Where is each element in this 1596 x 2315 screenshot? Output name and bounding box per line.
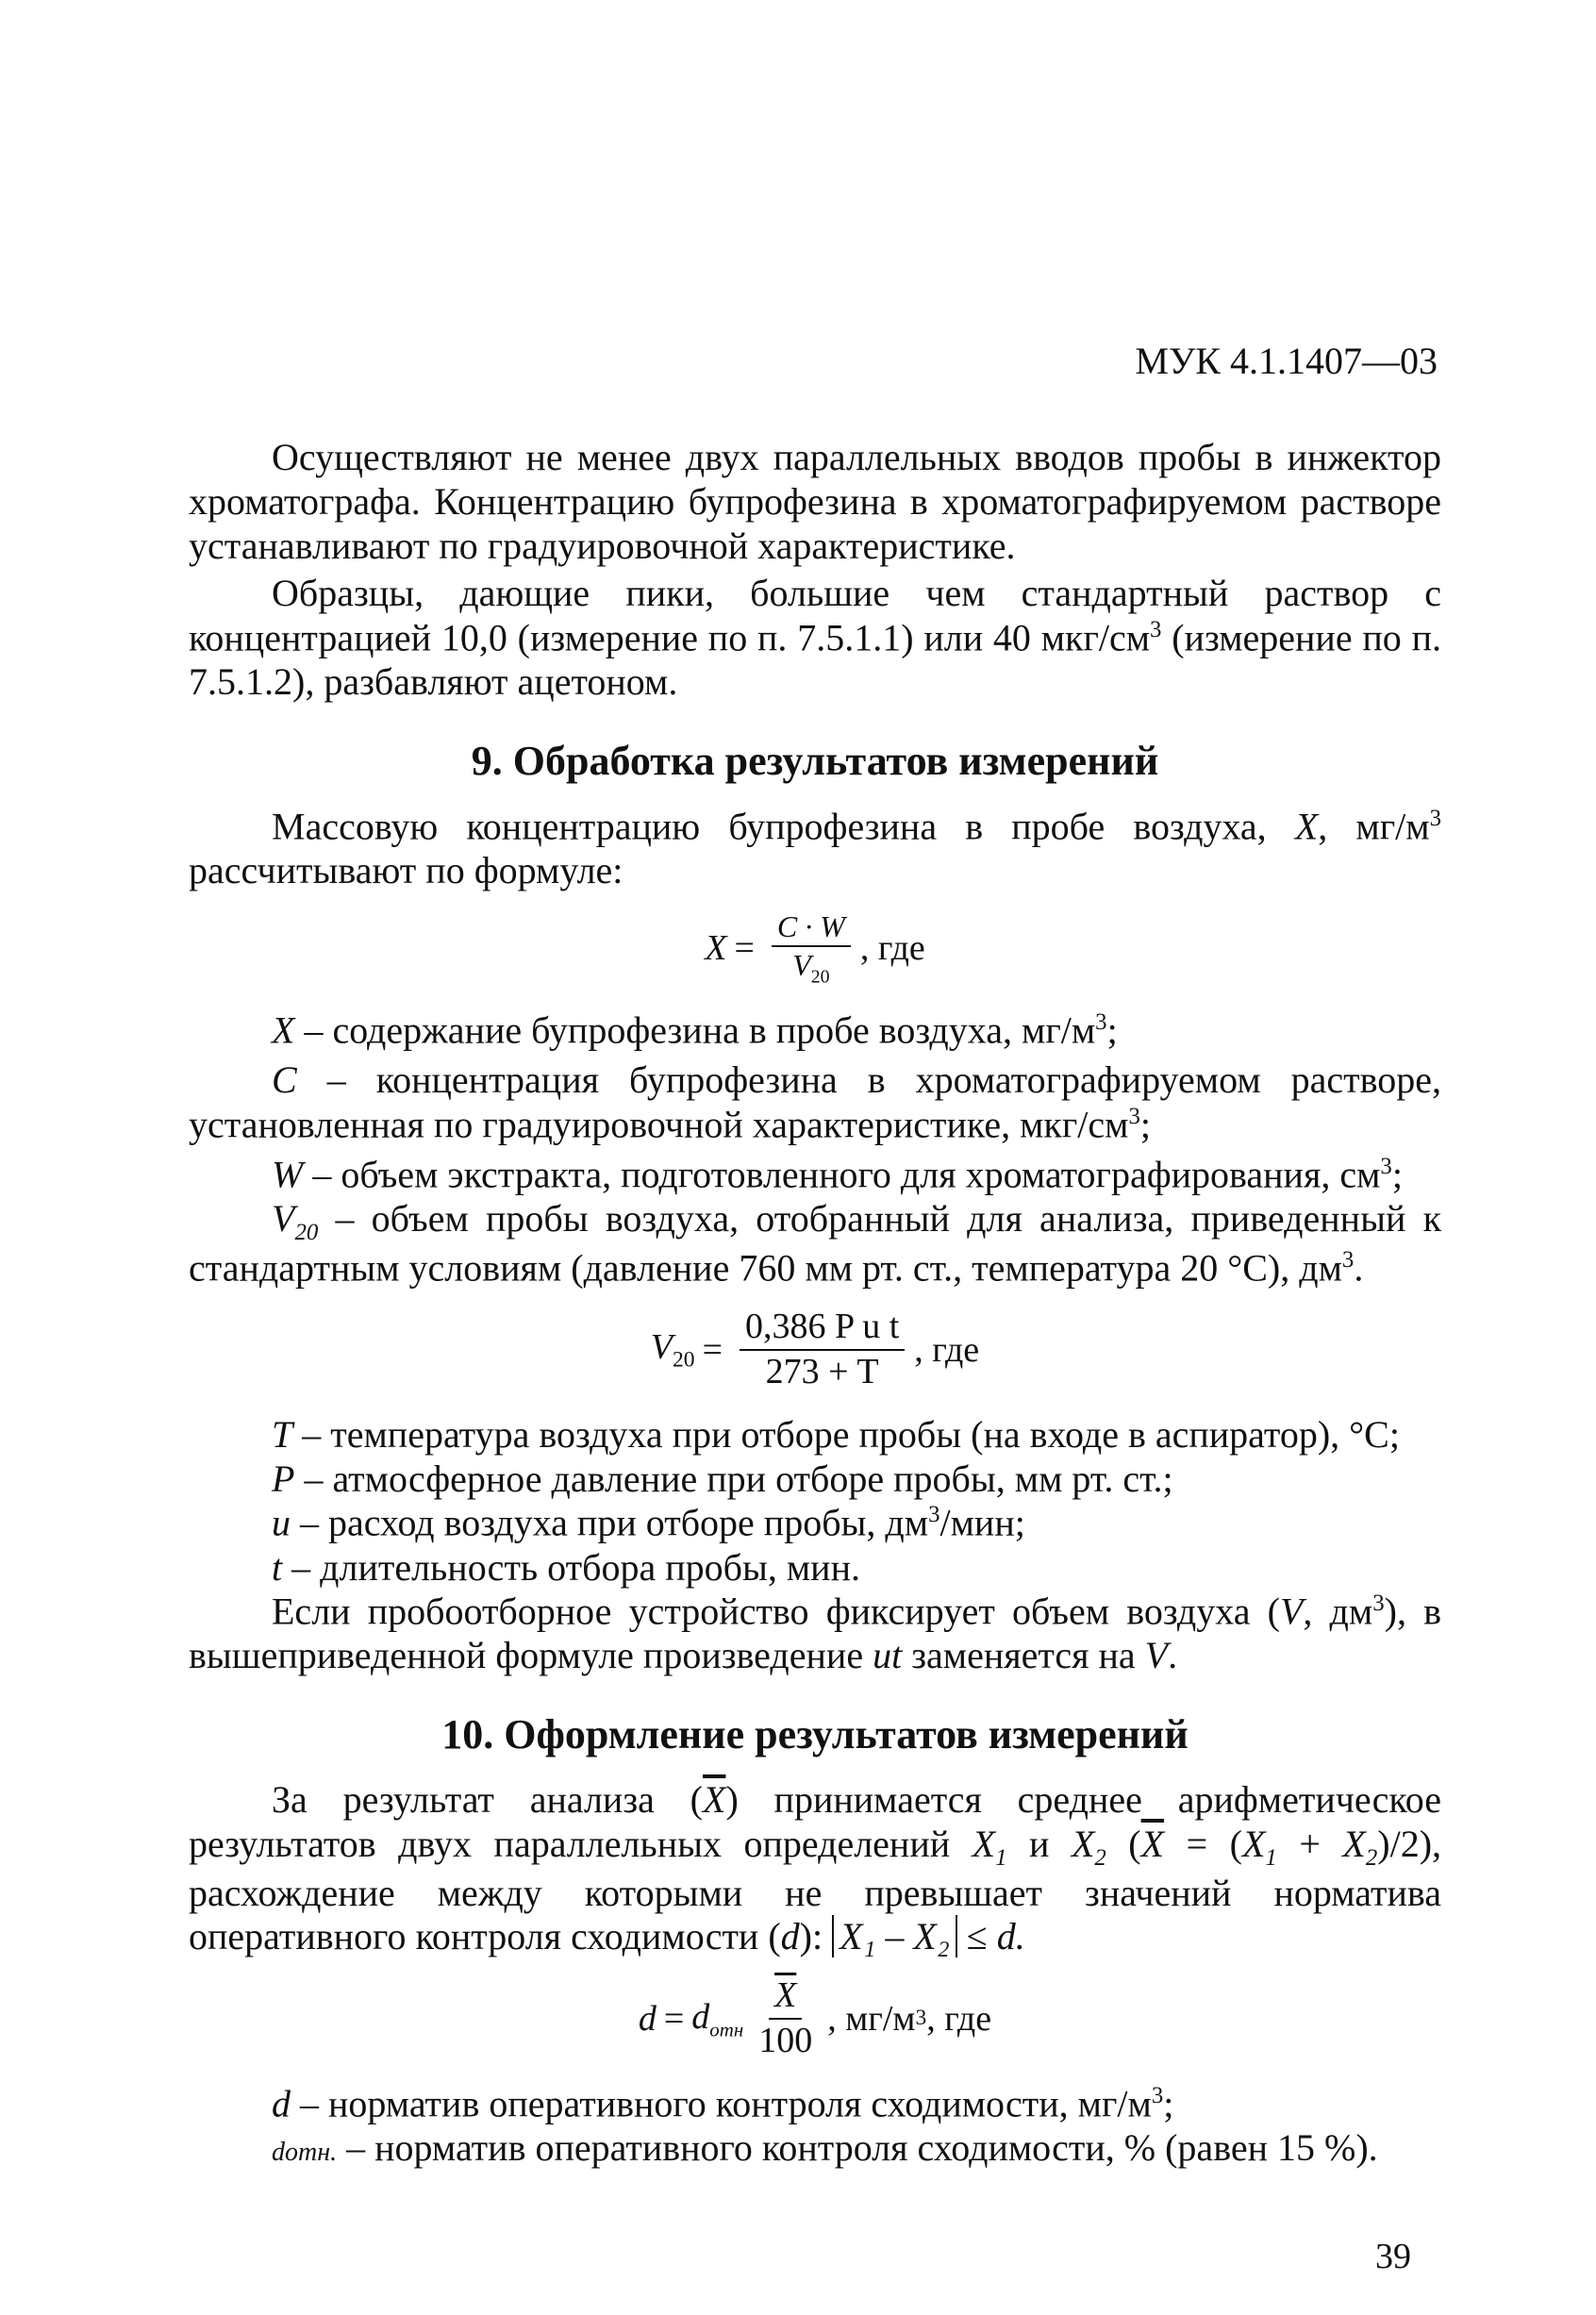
document-code: МУК 4.1.1407—03 <box>1135 340 1438 382</box>
definition-p: P – атмосферное давление при отборе пробы, мм рт. ст.; <box>272 1457 1173 1500</box>
fraction-cw-v20: $\frac{C \cdot W}{V_{20}}$ <box>772 910 851 988</box>
fraction-put: $\frac{\text{0,386 P u t}}{273 + T}$ <box>740 1307 905 1392</box>
paragraph-dilution: Образцы, дающие пики, большие чем стандартный раствор с концентрацией 10,0 (измерение по п. 7.5.1.1) или 40 мкг/$см^3$ (измерение по п. 7.5.1.2), разбавляют ацетоном. <box>189 572 1441 704</box>
page-body <box>189 436 1441 2171</box>
definition-w: W – объем экстракта, подготовленного для хроматографирования, $см^3$; <box>272 1153 1403 1196</box>
formula-x: X = $\frac{C \cdot W}{V_{20}}$ , где <box>705 908 925 988</box>
definition-x: X – содержание бупрофезина в пробе воздуха, $мг/м^3$; <box>272 1008 1118 1052</box>
definition-t-temp: T – температура воздуха при отборе пробы (на входе в аспиратор), °С; <box>272 1412 1400 1456</box>
section-10-title: 10. Оформление результатов измерений <box>441 1711 1189 1758</box>
page-number: 39 <box>1375 2237 1411 2276</box>
section-9-title: 9. Обработка результатов измерений <box>471 738 1159 785</box>
definition-d: d – норматив оперативного контроля сходимости, $мг/м^3$; <box>272 2082 1174 2125</box>
paragraph-mass-concentration: Массовую концентрацию бупрофезина в пробе воздуха, X, $мг/м^3$ рассчитывают по формуле: <box>189 804 1441 891</box>
fraction-xbar-100: $\frac{\overline{X}}{100}$ <box>758 1975 813 2060</box>
paragraph-result: За результат анализа $(\overline{X})$ принимается среднее арифметическое результатов двух параллельных определений $X_1$ и $X_2$ $(\overline{X} = (X_1 + X_2)/2)$, расхождение между которыми не превышает значений норматива оперативного контроля сходимости (d): X₁ – X₂ ≤ d. <box>189 1777 1442 1958</box>
paragraph-injection: Осуществляют не менее двух параллельных вводов пробы в инжектор хроматографа. Концентрацию бупрофезина в хроматографируемом растворе устанавливают по градуировочной характеристике. <box>189 436 1441 567</box>
formula-d: d = $d_{отн}$ $\frac{\overline{X}}{100}$ , мг/м 3 , где <box>638 1975 992 2060</box>
formula-v20: $V_{20}$ = $\frac{\text{0,386 P u t}}{273 + T}$ , где <box>650 1307 980 1391</box>
definition-t-duration: t – длительность отбора пробы, мин. <box>272 1545 860 1589</box>
definition-u: u – расход воздуха при отборе пробы, $дм^3$/мин; <box>272 1501 1025 1544</box>
definition-d-rel: dотн. – норматив оперативного контроля сходимости, % (равен 15 %). <box>272 2125 1378 2169</box>
paragraph-volume-fixing: Если пробоотборное устройство фиксирует объем воздуха (V, $дм^3$), в вышеприведенной формуле произведение ut заменяется на V. <box>189 1590 1441 1677</box>
absolute-difference: X₁ – X₂ <box>832 1915 957 1957</box>
definition-v20: $V_{20}$ – объем пробы воздуха, отобранный для анализа, приведенный к стандартным условиям (давление 760 мм рт. ст., температура 20 °С), $дм^3$. <box>189 1197 1441 1290</box>
definition-c: С – концентрация бупрофезина в хроматографируемом растворе, установленная по градуировочной характеристике, мкг/$см^3$; <box>189 1058 1441 1146</box>
